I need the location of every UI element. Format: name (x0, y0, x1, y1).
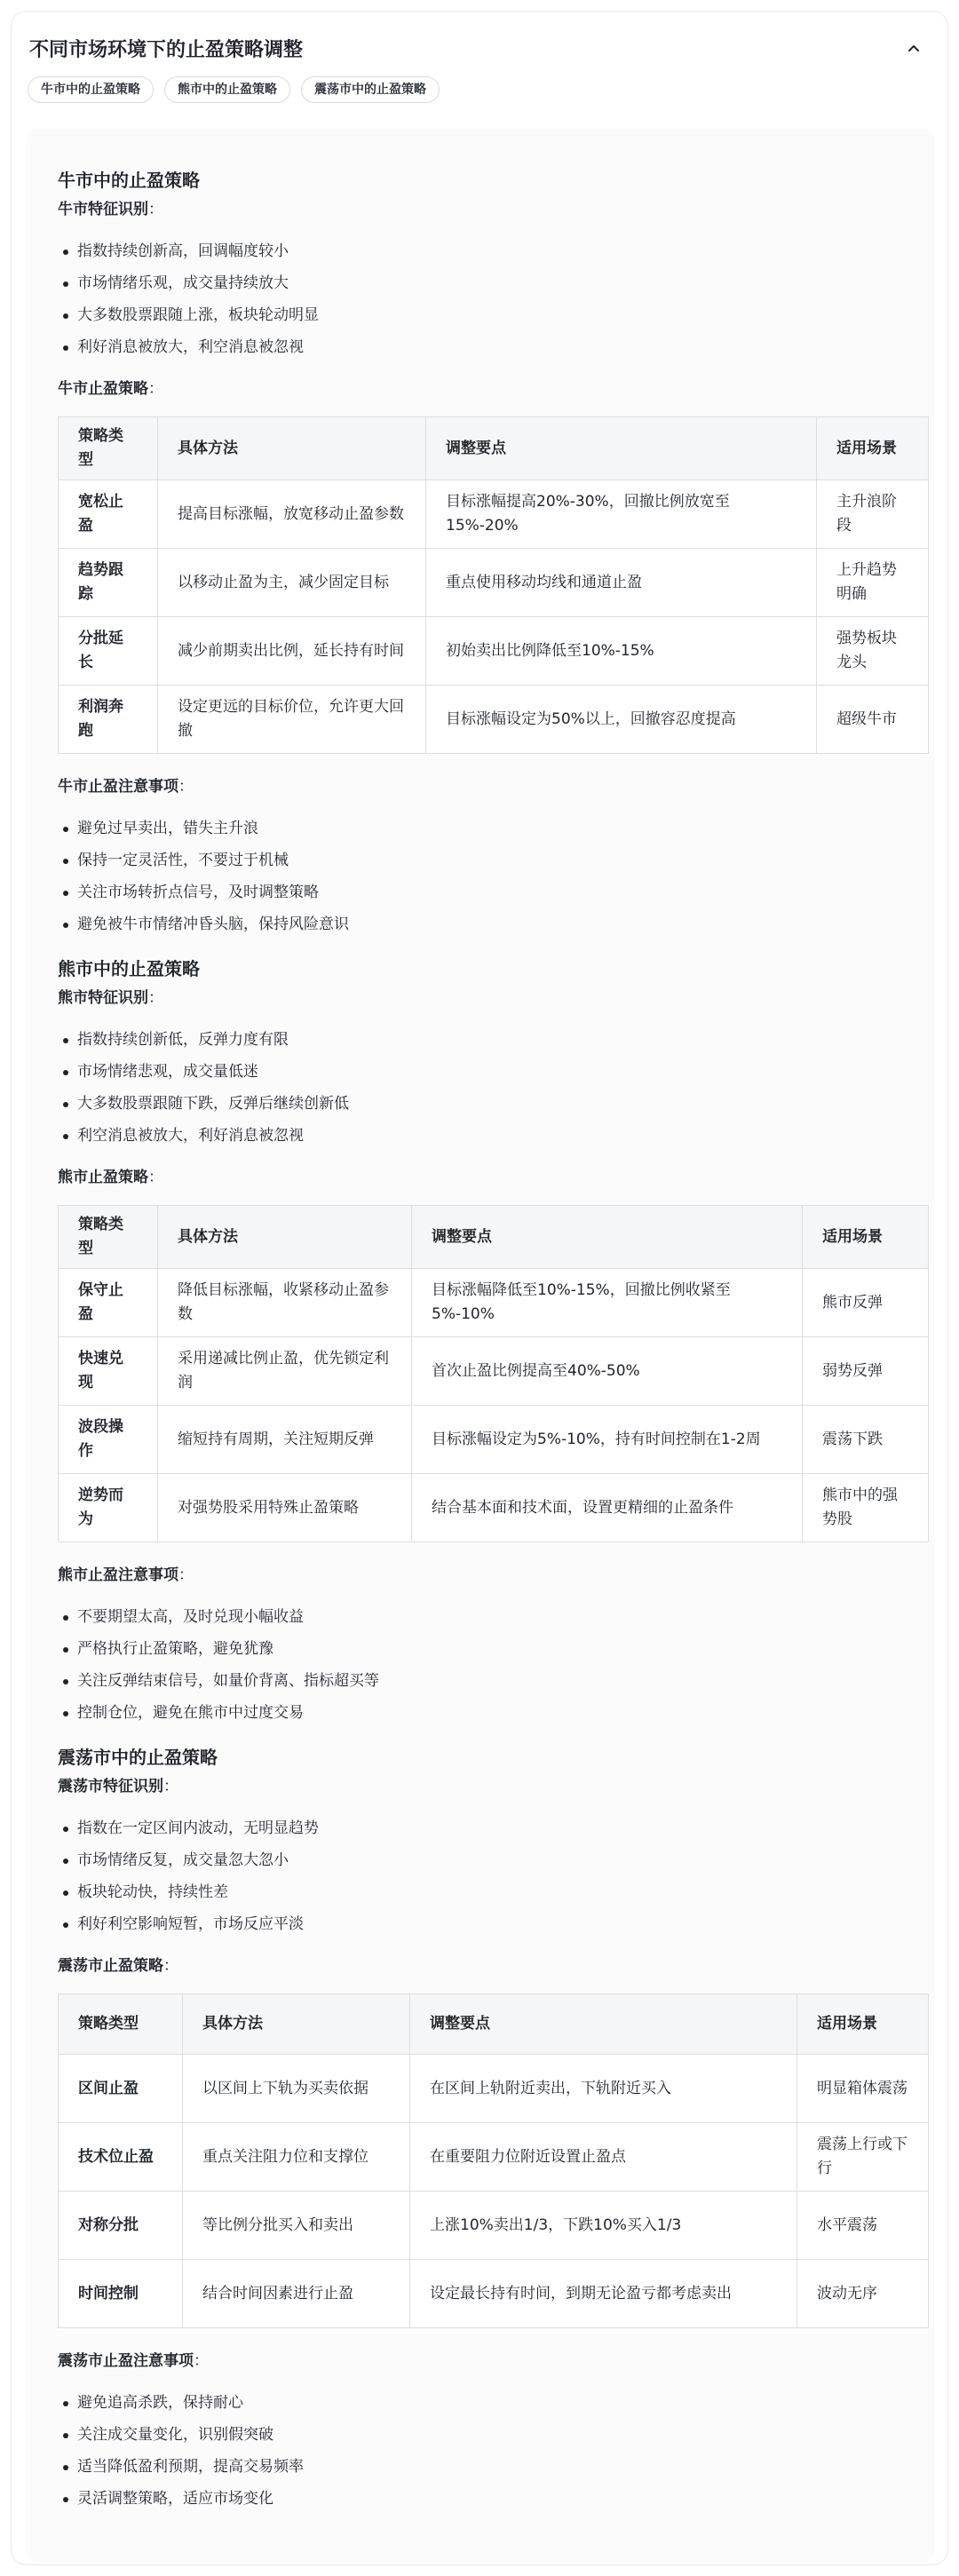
table-header-row (59, 1206, 929, 1269)
range-strategy-table (58, 1993, 929, 2328)
range-features-label-text: 震荡市特征识别 (58, 1778, 163, 1795)
table-cell: 目标涨幅设定为5%-10%，持有时间控制在1-2周 (412, 1406, 803, 1474)
column-header: 具体方法 (158, 1206, 412, 1269)
bear-features-list (58, 1024, 914, 1152)
table-cell: 重点使用移动均线和通道止盈 (426, 549, 817, 617)
list-item: 避免过早卖出，错失主升浪 (58, 812, 914, 844)
table-cell: 采用递减比例止盈，优先锁定利润 (158, 1337, 412, 1406)
table-cell: 等比例分批买入和卖出 (183, 2192, 410, 2260)
table-cell: 主升浪阶段 (817, 480, 929, 549)
table-cell: 明显箱体震荡 (797, 2055, 929, 2123)
table-cell: 在重要阻力位附近设置止盈点 (410, 2123, 797, 2192)
list-item: 大多数股票跟随下跌，反弹后继续创新低 (58, 1088, 914, 1120)
strategy-type-cell: 快速兑现 (59, 1337, 158, 1406)
table-row (59, 2055, 929, 2123)
strategy-type-cell: 逆势而为 (59, 1474, 158, 1542)
table-cell: 减少前期卖出比例，延长持有时间 (158, 617, 426, 686)
range-notes-label-text: 震荡市止盈注意事项 (58, 2352, 194, 2370)
table-row (59, 617, 929, 686)
table-header-row (59, 417, 929, 480)
table-cell: 波动无序 (797, 2260, 929, 2328)
list-item: 适当降低盈利预期，提高交易频率 (58, 2451, 914, 2483)
bear-notes-label-colon: ： (178, 1566, 194, 1584)
bull-notes-label-text: 牛市止盈注意事项 (58, 778, 178, 796)
range-features-label (58, 1773, 914, 1800)
table-cell: 设定最长持有时间，到期无论盈亏都考虑卖出 (410, 2260, 797, 2328)
strategy-type-cell: 对称分批 (59, 2192, 183, 2260)
strategy-type-cell: 区间止盈 (59, 2055, 183, 2123)
column-header: 调整要点 (410, 1994, 797, 2055)
bull-features-label (58, 196, 914, 223)
list-item: 指数持续创新低，反弹力度有限 (58, 1024, 914, 1056)
table-cell: 降低目标涨幅，收紧移动止盈参数 (158, 1269, 412, 1337)
strategy-panel (11, 11, 948, 2565)
bull-features-list (58, 235, 914, 363)
column-header: 策略类型 (59, 417, 158, 480)
bull-strategy-label (58, 376, 914, 402)
column-header: 适用场景 (797, 1994, 929, 2055)
bear-strategy-label-colon: ： (148, 1169, 163, 1186)
range-notes-label (58, 2348, 914, 2374)
bull-heading: 牛市中的止盈策略 (58, 170, 200, 191)
chip-bear[interactable]: 熊市中的止盈策略 (164, 76, 290, 103)
bear-notes-list (58, 1601, 914, 1729)
strategy-type-cell: 时间控制 (59, 2260, 183, 2328)
list-item: 利好利空影响短暂，市场反应平淡 (58, 1908, 914, 1940)
bull-strategy-table (58, 416, 929, 754)
list-item: 指数在一定区间内波动，无明显趋势 (58, 1812, 914, 1844)
bear-features-label-colon: ： (148, 989, 163, 1007)
list-item: 指数持续创新高，回调幅度较小 (58, 235, 914, 267)
table-cell: 上涨10%卖出1/3，下跌10%买入1/3 (410, 2192, 797, 2260)
list-item: 市场情绪悲观，成交量低迷 (58, 1056, 914, 1088)
table-cell: 目标涨幅降低至10%-15%，回撤比例收紧至5%-10% (412, 1269, 803, 1337)
strategy-type-cell: 分批延长 (59, 617, 158, 686)
content-area (26, 129, 935, 2563)
column-header: 具体方法 (183, 1994, 410, 2055)
table-row (59, 480, 929, 549)
table-cell: 提高目标涨幅，放宽移动止盈参数 (158, 480, 426, 549)
range-strategy-label-colon: ： (163, 1957, 178, 1975)
bear-strategy-label-text: 熊市止盈策略 (58, 1169, 148, 1186)
strategy-type-cell: 保守止盈 (59, 1269, 158, 1337)
table-row (59, 686, 929, 754)
table-cell: 震荡上行或下行 (797, 2123, 929, 2192)
list-item: 保持一定灵活性，不要过于机械 (58, 844, 914, 876)
list-item: 关注市场转折点信号，及时调整策略 (58, 876, 914, 908)
chip-range[interactable]: 震荡市中的止盈策略 (301, 76, 440, 103)
range-heading: 震荡市中的止盈策略 (58, 1747, 218, 1768)
chip-bull[interactable]: 牛市中的止盈策略 (28, 76, 154, 103)
range-features-label-colon: ： (163, 1778, 178, 1795)
list-item: 控制仓位，避免在熊市中过度交易 (58, 1697, 914, 1729)
strategy-type-cell: 趋势跟踪 (59, 549, 158, 617)
column-header: 适用场景 (803, 1206, 929, 1269)
table-row (59, 2192, 929, 2260)
list-item: 不要期望太高，及时兑现小幅收益 (58, 1601, 914, 1633)
table-cell: 对强势股采用特殊止盈策略 (158, 1474, 412, 1542)
list-item: 避免被牛市情绪冲昏头脑，保持风险意识 (58, 908, 914, 940)
column-header: 具体方法 (158, 417, 426, 480)
table-cell: 水平震荡 (797, 2192, 929, 2260)
bear-notes-label (58, 1562, 914, 1589)
bull-features-label-colon: ： (148, 201, 163, 218)
table-cell: 结合时间因素进行止盈 (183, 2260, 410, 2328)
table-cell: 强势板块龙头 (817, 617, 929, 686)
table-cell: 结合基本面和技术面，设置更精细的止盈条件 (412, 1474, 803, 1542)
table-row (59, 1269, 929, 1337)
bull-strategy-label-colon: ： (148, 380, 163, 398)
bull-strategy-label-text: 牛市止盈策略 (58, 380, 148, 398)
table-row (59, 1474, 929, 1542)
table-row (59, 2260, 929, 2328)
table-cell: 超级牛市 (817, 686, 929, 754)
list-item: 市场情绪乐观，成交量持续放大 (58, 267, 914, 299)
table-cell: 首次止盈比例提高至40%-50% (412, 1337, 803, 1406)
table-row (59, 549, 929, 617)
range-notes-label-colon: ： (194, 2352, 209, 2370)
list-item: 利空消息被放大，利好消息被忽视 (58, 1120, 914, 1152)
table-cell: 以区间上下轨为买卖依据 (183, 2055, 410, 2123)
bull-notes-label (58, 773, 914, 800)
list-item: 板块轮动快，持续性差 (58, 1876, 914, 1908)
table-cell: 震荡下跌 (803, 1406, 929, 1474)
table-header-row (59, 1994, 929, 2055)
panel-header (12, 12, 947, 97)
column-header: 策略类型 (59, 1206, 158, 1269)
strategy-type-cell: 利润奔跑 (59, 686, 158, 754)
strategy-type-cell: 技术位止盈 (59, 2123, 183, 2192)
bear-heading: 熊市中的止盈策略 (58, 958, 200, 979)
table-cell: 初始卖出比例降低至10%-15% (426, 617, 817, 686)
section-range (58, 1741, 914, 2515)
list-item: 关注成交量变化，识别假突破 (58, 2419, 914, 2451)
bear-notes-label-text: 熊市止盈注意事项 (58, 1566, 178, 1584)
table-cell: 弱势反弹 (803, 1337, 929, 1406)
range-strategy-label (58, 1953, 914, 1979)
table-cell: 以移动止盈为主，减少固定目标 (158, 549, 426, 617)
table-row (59, 1406, 929, 1474)
table-row (59, 2123, 929, 2192)
bear-strategy-table (58, 1205, 929, 1542)
strategy-type-cell: 宽松止盈 (59, 480, 158, 549)
chevron-up-icon[interactable] (903, 38, 924, 59)
panel-title: 不同市场环境下的止盈策略调整 (29, 39, 304, 61)
column-header: 调整要点 (426, 417, 817, 480)
section-bear (58, 953, 914, 1729)
table-cell: 熊市反弹 (803, 1269, 929, 1337)
table-cell: 重点关注阻力位和支撑位 (183, 2123, 410, 2192)
table-cell: 上升趋势明确 (817, 549, 929, 617)
list-item: 关注反弹结束信号，如量价背离、指标超买等 (58, 1665, 914, 1697)
table-cell: 熊市中的强势股 (803, 1474, 929, 1542)
chip-row (28, 76, 440, 103)
bull-features-label-text: 牛市特征识别 (58, 201, 148, 218)
table-cell: 目标涨幅设定为50%以上，回撤容忍度提高 (426, 686, 817, 754)
list-item: 灵活调整策略，适应市场变化 (58, 2483, 914, 2515)
bear-features-label (58, 985, 914, 1011)
list-item: 利好消息被放大，利空消息被忽视 (58, 331, 914, 363)
bear-features-label-text: 熊市特征识别 (58, 989, 148, 1007)
strategy-type-cell: 波段操作 (59, 1406, 158, 1474)
bull-notes-label-colon: ： (178, 778, 194, 796)
table-cell: 设定更远的目标价位，允许更大回撤 (158, 686, 426, 754)
range-features-list (58, 1812, 914, 1940)
list-item: 严格执行止盈策略，避免犹豫 (58, 1633, 914, 1665)
range-notes-list (58, 2387, 914, 2515)
column-header: 策略类型 (59, 1994, 183, 2055)
table-cell: 在区间上轨附近卖出，下轨附近买入 (410, 2055, 797, 2123)
list-item: 市场情绪反复，成交量忽大忽小 (58, 1844, 914, 1876)
list-item: 大多数股票跟随上涨，板块轮动明显 (58, 299, 914, 331)
section-bull (58, 164, 914, 940)
table-cell: 缩短持有周期，关注短期反弹 (158, 1406, 412, 1474)
table-row (59, 1337, 929, 1406)
table-cell: 目标涨幅提高20%-30%，回撤比例放宽至15%-20% (426, 480, 817, 549)
column-header: 适用场景 (817, 417, 929, 480)
bear-strategy-label (58, 1164, 914, 1191)
bull-notes-list (58, 812, 914, 940)
list-item: 避免追高杀跌，保持耐心 (58, 2387, 914, 2419)
range-strategy-label-text: 震荡市止盈策略 (58, 1957, 163, 1975)
column-header: 调整要点 (412, 1206, 803, 1269)
